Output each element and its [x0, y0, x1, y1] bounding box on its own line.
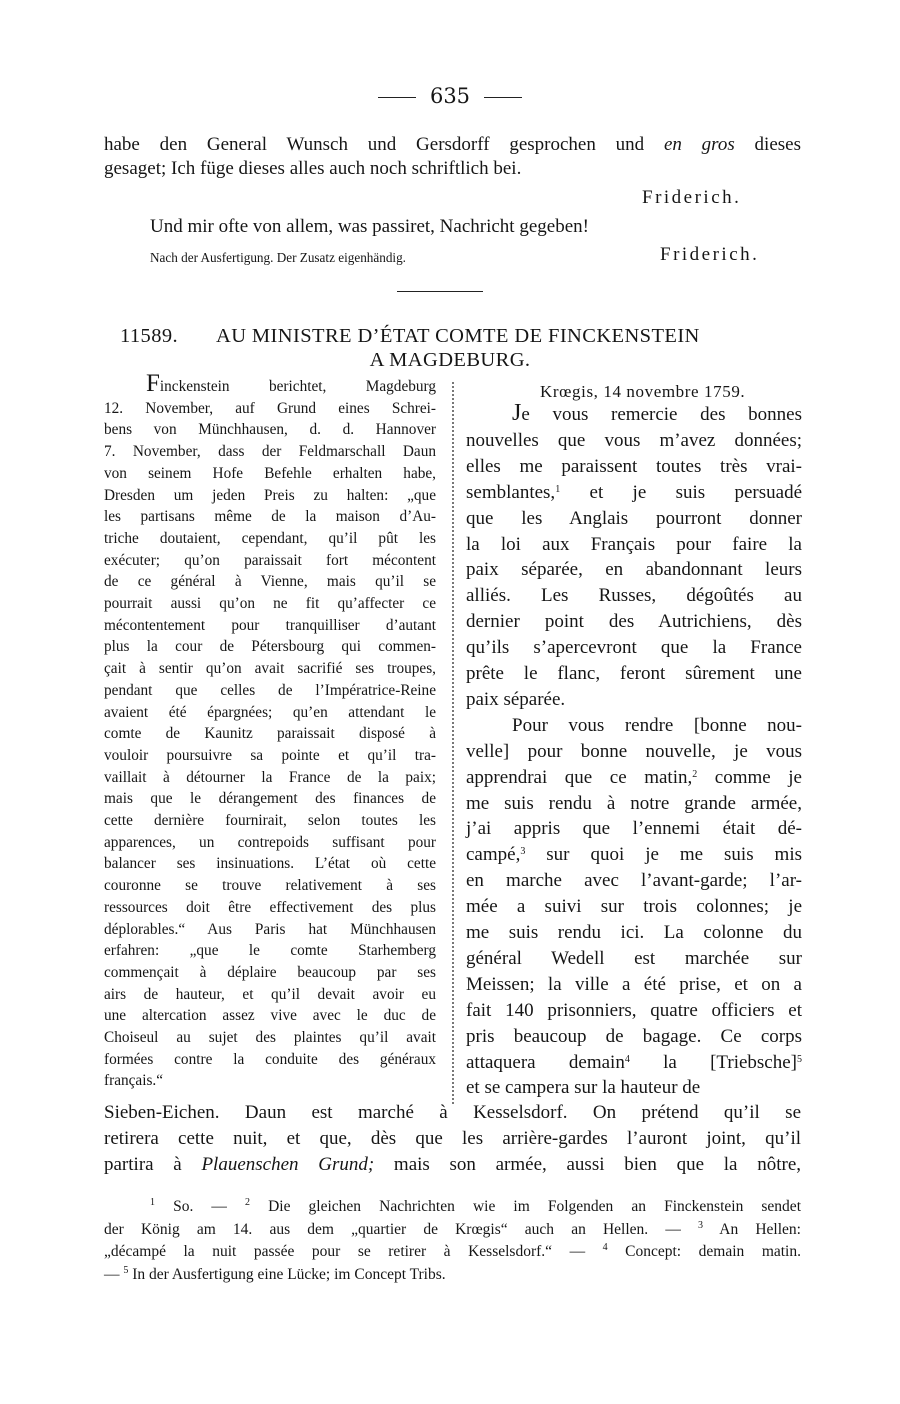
summary-line: bens von Münchhausen, d. d. Hannover: [104, 421, 436, 439]
letter-line: campé,$^3$ sur quoi je me suis mis: [466, 844, 802, 866]
summary-line: apparences, un contrepoids suffisant pour: [104, 833, 436, 851]
footnote-line: $^1$ So. — $^2$ Die gleichen Nachrichten wie im Folgenden an Finckenstein sendet: [150, 1197, 801, 1215]
letter-line: paix séparée, en abandonnant leurs: [466, 559, 802, 581]
letter-line: la loi aux Français pour faire la: [466, 533, 802, 555]
summary-line: Finckenstein berichtet, Magdeburg: [146, 370, 436, 397]
continuation-line: habe den General Wunsch und Gersdorff gesprochen und en gros dieses: [104, 134, 801, 155]
summary-line: déplorables.“ Aus Paris hat Münchhausen: [104, 920, 436, 938]
summary-line: avaient été épargnées; qu’en attendant le: [104, 703, 436, 721]
letter-line: semblantes,$^1$ et je suis persuadé: [466, 481, 802, 503]
summary-line: les partisans même de la maison d’Au-: [104, 508, 436, 526]
summary-line: comte de Kaunitz paraissait disposé à: [104, 725, 436, 743]
letter-line: qu’ils s’apercevront que la France: [466, 637, 802, 659]
letter-line: partira à Plauenschen Grund; mais son armée, aussi bien que la nôtre,: [104, 1153, 801, 1175]
summary-line: mais que le dérangement des finances de: [104, 790, 436, 808]
document-heading: AU MINISTRE D’ÉTAT COMTE DE FINCKENSTEIN: [216, 325, 700, 347]
summary-line: cette dernière fournirait, selon toutes les: [104, 812, 436, 829]
signature: Friderich.: [660, 244, 760, 265]
summary-line: ressources doit être effectivement des plus: [104, 898, 436, 916]
letter-line: Je vous remercie des bonnes: [512, 400, 802, 426]
summary-line: une altercation assez vive avec le duc de: [104, 1007, 436, 1025]
section-rule: [397, 291, 483, 292]
letter-line: j’ai appris que l’ennemi était dé-: [466, 818, 802, 840]
summary-line: balancer ses insinuations. L’état où cette: [104, 855, 436, 873]
letter-line: mée a suivi sur trois colonnes; je: [466, 896, 802, 918]
summary-line: vouloir poursuivre sa pointe et qu’il tra-: [104, 746, 436, 764]
summary-line: triche doutaient, cependant, qu’il pût les: [104, 529, 436, 547]
summary-line: von seinem Hofe Befehle erhalten habe,: [104, 464, 436, 482]
summary-line: pendant que celles de l’Impératrice-Reine: [104, 681, 436, 699]
letter-line: nouvelles que vous m’avez données;: [466, 429, 802, 451]
summary-line: exécuter; qu’on paraissait fort mécontent: [104, 551, 436, 569]
letter-line: velle] pour bonne nouvelle, je vous: [466, 740, 802, 762]
summary-line: formées contre la conduite des généraux: [104, 1050, 436, 1068]
summary-line: mécontentement pour tranquilliser d’autant: [104, 616, 436, 634]
summary-line: de ce général à Vienne, mais qu’il se: [104, 573, 436, 591]
page-number-dash-right: [484, 97, 522, 98]
dateline: Krœgis, 14 novembre 1759.: [540, 382, 746, 401]
summary-line: airs de hauteur, et qu’il devait avoir eu: [104, 985, 436, 1003]
source-note: Nach der Ausfertigung. Der Zusatz eigenhändig.: [150, 250, 406, 265]
summary-line: çait à sentir qu’on avait sacrifié ses troupes,: [104, 660, 436, 678]
summary-line: pourrait aussi qu’on ne fit qu’affecter ce: [104, 595, 436, 612]
summary-line: vaillait à détourner la France de la paix;: [104, 768, 436, 786]
letter-line: Sieben-Eichen. Daun est marché à Kesselsdorf. On prétend qu’il se: [104, 1102, 801, 1123]
letter-line: me suis rendu à notre grande armée,: [466, 792, 802, 814]
column-divider: [452, 382, 454, 1104]
footnote-line: — $^5$ In der Ausfertigung eine Lücke; im Concept Tribs.: [104, 1264, 446, 1283]
letter-line: me suis rendu ici. La colonne du: [466, 922, 802, 943]
page-number: [0, 84, 900, 108]
letter-line: attaquera demain$^4$ la [Triebsche]$^5$: [466, 1051, 802, 1073]
summary-line: plus la cour de Pétersbourg qui commen-: [104, 638, 436, 656]
letter-line: Meissen; la ville a été prise, et on a: [466, 973, 802, 995]
signature: Friderich.: [642, 187, 742, 208]
letter-line: en marche avec l’avant-garde; l’ar-: [466, 870, 802, 892]
continuation-line: gesaget; Ich füge dieses alles auch noch schriftlich bei.: [104, 158, 522, 179]
summary-line: commençait à déplaire beaucoup par ses: [104, 963, 436, 981]
addendum-line: Und mir ofte von allem, was passiret, Nachricht gegeben!: [150, 216, 589, 237]
letter-line: elles me paraissent toutes très vrai-: [466, 455, 802, 477]
letter-line: Pour vous rendre [bonne nou-: [512, 714, 802, 736]
summary-line: français.“: [104, 1072, 164, 1090]
document-heading-line2: A MAGDEBURG.: [369, 349, 531, 371]
page-number-value: 635: [429, 84, 471, 108]
letter-line: dernier point des Autrichiens, dès: [466, 611, 802, 633]
letter-line: retirera cette nuit, et que, dès que les arrière-gardes l’auront joint, qu’il: [104, 1127, 801, 1149]
summary-line: couronne se trouve relativement à ses: [104, 877, 436, 895]
letter-line: fait 140 prisonniers, quatre officiers et: [466, 999, 802, 1021]
letter-line: paix séparée.: [466, 688, 566, 710]
document-number: 11589.: [120, 325, 179, 347]
summary-line: Choiseul au sujet des plaintes qu’il avait: [104, 1029, 436, 1046]
summary-line: 7. November, dass der Feldmarschall Daun: [104, 443, 436, 461]
page-number-dash-left: [378, 97, 416, 98]
letter-line: pris beaucoup de bagage. Ce corps: [466, 1025, 802, 1047]
summary-line: erfahren: „que le comte Starhemberg: [104, 942, 436, 960]
letter-line: apprendrai que ce matin,$^2$ comme je: [466, 766, 802, 788]
letter-line: que les Anglais pourront donner: [466, 507, 802, 529]
letter-line: et se campera sur la hauteur de: [466, 1077, 701, 1099]
letter-line: alliés. Les Russes, dégoûtés au: [466, 585, 802, 607]
summary-line: Dresden um jeden Preis zu halten: „que: [104, 486, 436, 504]
footnote-line: der König am 14. aus dem „quartier de Krœgis“ auch an Hellen. — $^3$ An Hellen:: [104, 1219, 801, 1238]
letter-line: général Wedell est marchée sur: [466, 947, 802, 969]
footnote-line: „décampé la nuit passée pour se retirer à Kesselsdorf.“ — $^4$ Concept: demain matin.: [104, 1242, 801, 1260]
summary-line: 12. November, auf Grund eines Schrei-: [104, 399, 436, 417]
letter-line: prête le flanc, feront sûrement une: [466, 663, 802, 684]
